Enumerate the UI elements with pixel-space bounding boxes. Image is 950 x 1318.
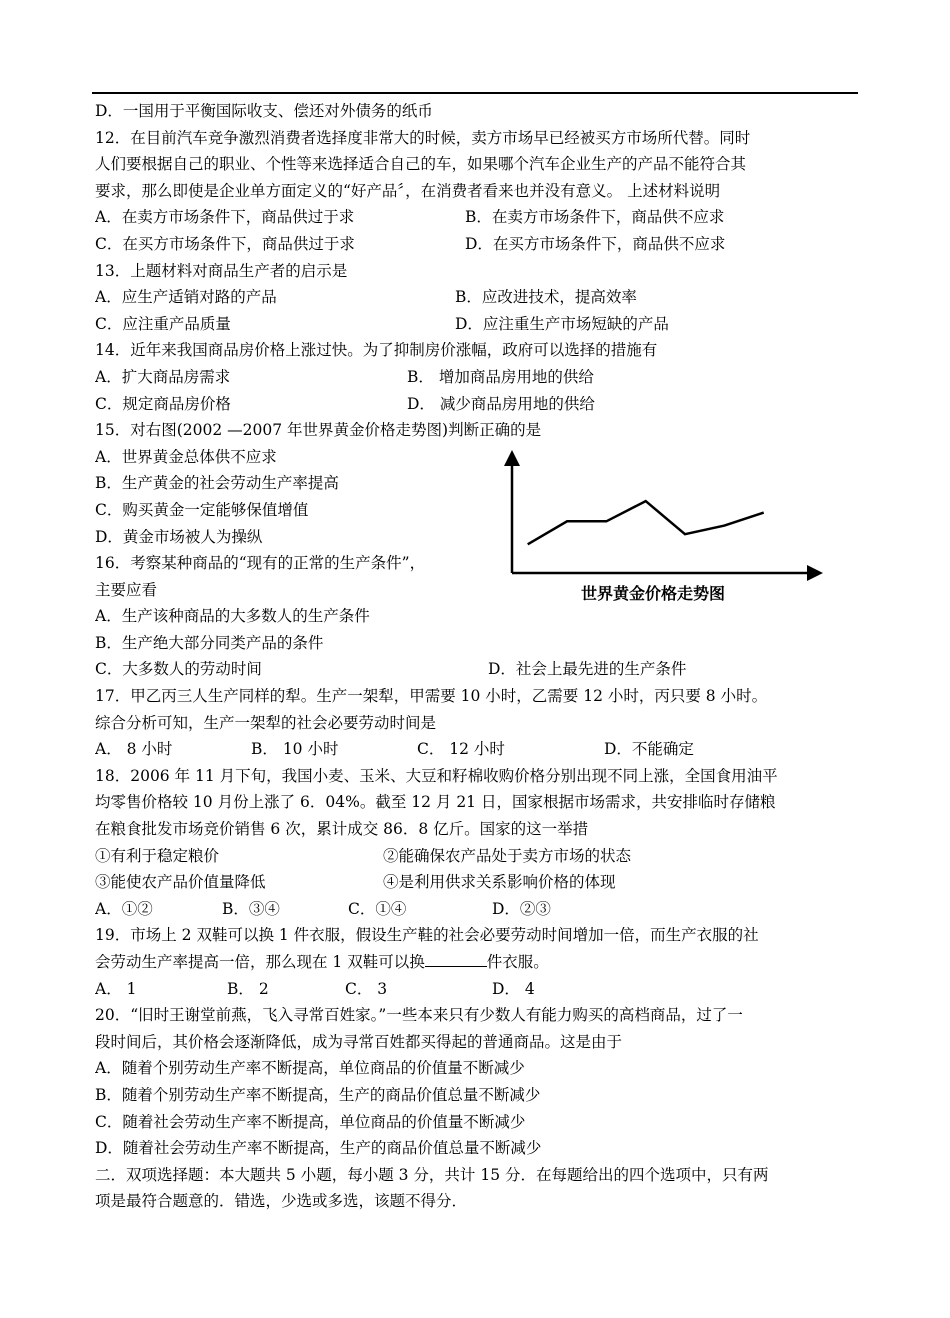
- q13-stem: 13．上题材料对商品生产者的启示是: [95, 261, 348, 280]
- q12-stem-2: 人们要根据自己的职业、个性等来选择适合自己的车，如果哪个汽车企业生产的产品不能符合其: [95, 155, 747, 174]
- q12-option-b: B．在卖方市场条件下，商品供不应求: [465, 208, 725, 227]
- q19-answer-blank: [425, 950, 487, 967]
- q15-stem: 15．对右图(2002 —2007 年世界黄金价格走势图)判断正确的是: [95, 421, 542, 440]
- chart-title: 世界黄金价格走势图: [580, 584, 726, 603]
- q20-option-b: B．随着个别劳动生产率不断提高，生产的商品价值总量不断减少: [95, 1085, 541, 1104]
- q16-option-c: C．大多数人的劳动时间: [95, 660, 262, 679]
- q12-stem-1: 12．在目前汽车竞争激烈消费者选择度非常大的时候，卖方市场早已经被买方市场所代替。同时: [95, 128, 751, 147]
- q18-statement-3: ③能使农产品价值量降低: [95, 873, 266, 892]
- q12-option-d: D．在买方市场条件下，商品供不应求: [465, 234, 726, 253]
- q14-options-cd: [95, 391, 855, 418]
- q12-stem-3: 要求，那么即使是企业单方面定义的“好产品〞，在消费者看来也并没有意义。 上述材料说明: [95, 181, 721, 200]
- q16-option-a: A．生产该种商品的大多数人的生产条件: [95, 607, 370, 626]
- q13-option-d: D．应注重生产市场短缺的产品: [455, 314, 669, 333]
- q18-stem-3: 在粮食批发市场竞价销售 6 次，累计成交 86．8 亿斤。国家的这一举措: [95, 820, 589, 839]
- q15-option-b: B．生产黄金的社会劳动生产率提高: [95, 474, 339, 493]
- q20-stem-2: 段时间后，其价格会逐渐降低，成为寻常百姓都买得起的普通商品。这是由于: [95, 1032, 623, 1051]
- q18-statement-1: ①有利于稳定粮价: [95, 846, 220, 865]
- q14-stem: 14．近年来我国商品房价格上涨过快。为了抑制房价涨幅，政府可以选择的措施有: [95, 341, 658, 360]
- q18-options: [95, 896, 855, 923]
- q17-option-d: D．不能确定: [604, 740, 694, 759]
- q13-option-b: B．应改进技术，提高效率: [455, 288, 637, 307]
- q12-options-ab: [95, 204, 855, 231]
- q18-option-a: A．①②: [95, 899, 153, 918]
- q12-option-a: A．在卖方市场条件下，商品供过于求: [95, 208, 355, 227]
- q16-stem-1: 16．考察某种商品的“现有的正常的生产条件”，: [95, 554, 426, 573]
- gold-price-chart: [485, 448, 830, 608]
- q14-option-c: C．规定商品房价格: [95, 394, 231, 413]
- q19-stem-2-post: 件衣服。: [486, 953, 549, 971]
- q19-option-d: D． 4: [492, 979, 535, 998]
- q19-option-b: B． 2: [227, 979, 269, 998]
- q18-option-d: D．②③: [492, 899, 551, 918]
- q16-options-cd: [95, 656, 855, 683]
- section2-heading-2: 项是最符合题意的．错选，少选或多选，该题不得分．: [95, 1192, 468, 1211]
- q11-option-d: D．一国用于平衡国际收支、偿还对外债务的纸币: [95, 102, 433, 120]
- q20-option-c: C．随着社会劳动生产率不断提高，单位商品的价值量不断减少: [95, 1112, 526, 1131]
- q20-option-a: A．随着个别劳动生产率不断提高，单位商品的价值量不断减少: [95, 1059, 525, 1078]
- q14-option-b: B． 增加商品房用地的供给: [407, 367, 594, 386]
- exam-page: [95, 98, 855, 1215]
- q19-stem-2-pre: 会劳动生产率提高一倍，那么现在 1 双鞋可以换: [95, 953, 425, 971]
- q17-stem-2: 综合分析可知，生产一架犁的社会必要劳动时间是: [95, 713, 437, 732]
- x-axis-arrow: [807, 565, 823, 581]
- q17-option-c: C． 12 小时: [417, 740, 505, 759]
- q14-option-a: A．扩大商品房需求: [95, 367, 231, 386]
- q13-option-a: A．应生产适销对路的产品: [95, 288, 277, 307]
- q15-option-c: C．购买黄金一定能够保值增值: [95, 500, 309, 519]
- q20-option-d: D．随着社会劳动生产率不断提高，生产的商品价值总量不断减少: [95, 1139, 542, 1158]
- header-rule: [92, 92, 858, 94]
- q13-options-ab: [95, 284, 855, 311]
- series-line-0: [528, 501, 764, 544]
- q14-options-ab: [95, 364, 855, 391]
- q13-option-c: C．应注重产品质量: [95, 314, 231, 333]
- q13-options-cd: [95, 311, 855, 338]
- y-axis-arrow: [504, 450, 520, 466]
- q18-option-c: C．①④: [348, 899, 407, 918]
- q19-stem-2: [95, 949, 855, 976]
- chart-series: [528, 501, 764, 544]
- q16-stem-2: 主要应看: [95, 580, 158, 599]
- q19-option-a: A． 1: [95, 979, 137, 998]
- q19-stem-1: 19．市场上 2 双鞋可以换 1 件衣服，假设生产鞋的社会必要劳动时间增加一倍，而生产衣服的社: [95, 926, 759, 945]
- q18-stem-1: 18．2006 年 11 月下旬，我国小麦、玉米、大豆和籽棉收购价格分别出现不同上涨，全国食用油平: [95, 766, 778, 785]
- q12-options-cd: [95, 231, 855, 258]
- section2-heading-1: 二．双项选择题：本大题共 5 小题，每小题 3 分，共计 15 分．在每题给出的四个选项中，只有两: [95, 1165, 769, 1184]
- q14-option-d: D． 减少商品房用地的供给: [407, 394, 595, 413]
- q16-option-d: D．社会上最先进的生产条件: [488, 660, 687, 679]
- q16-option-b: B．生产绝大部分同类产品的条件: [95, 633, 324, 652]
- q20-stem-1: 20．“旧时王谢堂前燕，飞入寻常百姓家。”一些本来只有少数人有能力购买的高档商品，过了一: [95, 1006, 743, 1025]
- q18-statement-2: ②能确保农产品处于卖方市场的状态: [383, 846, 632, 865]
- q19-option-c: C． 3: [345, 979, 388, 998]
- q17-options: [95, 736, 855, 763]
- q18-statements-12: [95, 843, 855, 870]
- q17-option-a: A． 8 小时: [95, 740, 173, 759]
- q18-statements-34: [95, 869, 855, 896]
- q18-statement-4: ④是利用供求关系影响价格的体现: [383, 873, 616, 892]
- q15-option-d: D．黄金市场被人为操纵: [95, 527, 263, 546]
- q17-option-b: B． 10 小时: [251, 740, 339, 759]
- q18-stem-2: 均零售价格较 10 月份上涨了 6．04%。截至 12 月 21 日，国家根据市场需求，共安排临时存储粮: [95, 793, 776, 812]
- q15-option-a: A．世界黄金总体供不应求: [95, 447, 277, 466]
- q17-stem-1: 17．甲乙丙三人生产同样的犁。生产一架犁，甲需要 10 小时，乙需要 12 小时，丙只要 8 小时。: [95, 687, 768, 706]
- q18-option-b: B．③④: [222, 899, 280, 918]
- q19-options: [95, 976, 855, 1003]
- q12-option-c: C．在买方市场条件下，商品供过于求: [95, 234, 355, 253]
